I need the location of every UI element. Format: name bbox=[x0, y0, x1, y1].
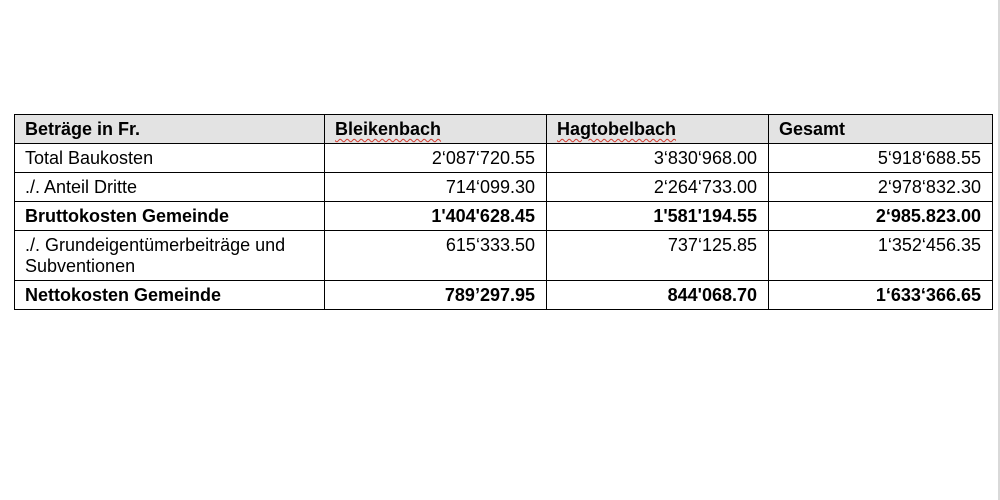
cell-hagtobelbach: 737‘125.85 bbox=[547, 231, 769, 281]
row-label: Nettokosten Gemeinde bbox=[15, 281, 325, 310]
header-bleikenbach bbox=[325, 115, 547, 144]
row-label: ./. Anteil Dritte bbox=[15, 173, 325, 202]
cell-hagtobelbach: 3‘830‘968.00 bbox=[547, 144, 769, 173]
header-gesamt bbox=[769, 115, 993, 144]
cell-bleikenbach: 789’297.95 bbox=[325, 281, 547, 310]
cell-hagtobelbach: 844'068.70 bbox=[547, 281, 769, 310]
table-header-row bbox=[15, 115, 993, 144]
cell-gesamt: 2‘978‘832.30 bbox=[769, 173, 993, 202]
table-row bbox=[15, 281, 993, 310]
header-hagtobelbach-label: Hagtobelbach bbox=[557, 119, 677, 139]
cell-hagtobelbach: 2‘264‘733.00 bbox=[547, 173, 769, 202]
cell-gesamt: 5‘918‘688.55 bbox=[769, 144, 993, 173]
cell-hagtobelbach: 1'581'194.55 bbox=[547, 202, 769, 231]
cell-gesamt: 2‘985.823.00 bbox=[769, 202, 993, 231]
cost-table bbox=[14, 114, 993, 310]
cell-gesamt: 1‘633‘366.65 bbox=[769, 281, 993, 310]
cell-bleikenbach: 2‘087‘720.55 bbox=[325, 144, 547, 173]
header-bleikenbach-label: Bleikenbach bbox=[335, 119, 442, 139]
row-label: Bruttokosten Gemeinde bbox=[15, 202, 325, 231]
cell-bleikenbach: 714‘099.30 bbox=[325, 173, 547, 202]
header-amounts bbox=[15, 115, 325, 144]
header-gesamt-label: Gesamt bbox=[779, 119, 846, 139]
table-row bbox=[15, 173, 993, 202]
table-row bbox=[15, 202, 993, 231]
cell-bleikenbach: 1'404'628.45 bbox=[325, 202, 547, 231]
table-row bbox=[15, 231, 993, 281]
cell-gesamt: 1‘352‘456.35 bbox=[769, 231, 993, 281]
cell-bleikenbach: 615‘333.50 bbox=[325, 231, 547, 281]
row-label: ./. Grundeigentümerbeiträge und Subventionen bbox=[15, 231, 325, 281]
table-row bbox=[15, 144, 993, 173]
header-hagtobelbach bbox=[547, 115, 769, 144]
header-amounts-label: Beträge in Fr. bbox=[25, 119, 141, 139]
row-label: Total Baukosten bbox=[15, 144, 325, 173]
